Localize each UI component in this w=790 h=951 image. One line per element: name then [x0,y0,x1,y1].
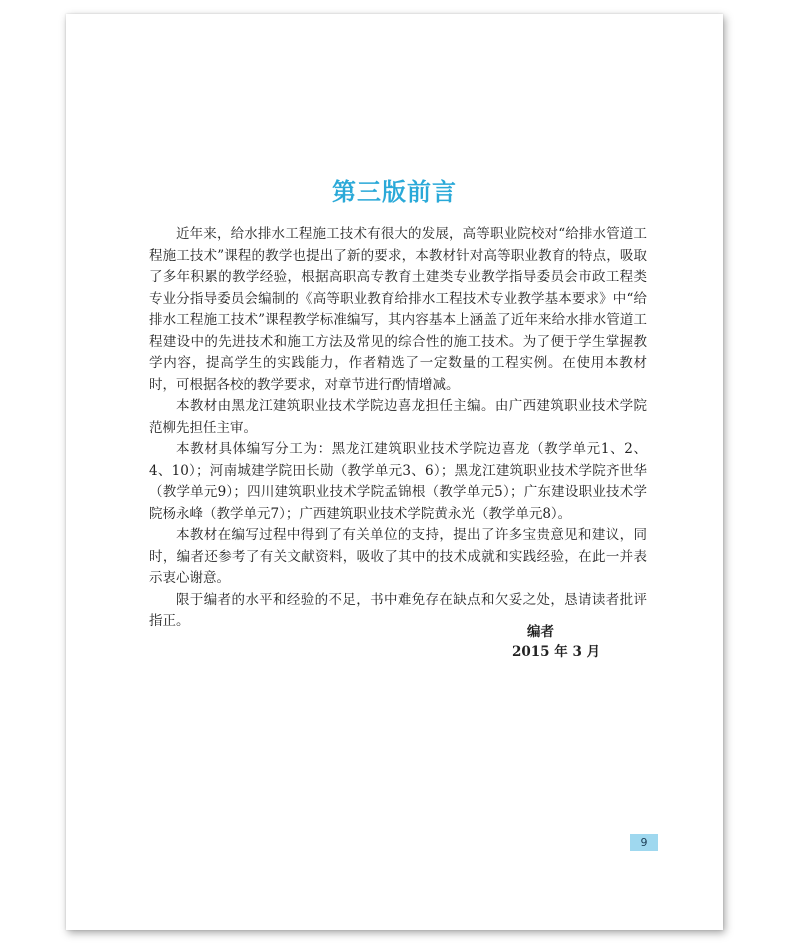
page-number: 9 [630,834,658,851]
paragraph: 本教材由黑龙江建筑职业技术学院边喜龙担任主编。由广西建筑职业技术学院范柳先担任主审。 [149,398,647,436]
paragraph: 本教材具体编写分工为：黑龙江建筑职业技术学院边喜龙（教学单元1、2、4、10）；河南城建学院田长勋（教学单元3、6）；黑龙江建筑职业技术学院齐世华（教学单元9）；四川建筑职业技术学院孟锦根（教学单元5）；广东建设职业技术学院杨永峰（教学单元7）；广西建筑职业技术学院黄永光（教学单元8）。 [149,441,647,522]
signature-author: 编者 [527,624,554,640]
paragraph: 本教材在编写过程中得到了有关单位的支持，提出了许多宝贵意见和建议，同时，编者还参考了有关文献资料，吸收了其中的技术成就和实践经验，在此一并表示衷心谢意。 [149,527,647,586]
paragraph: 近年来，给水排水工程施工技术有很大的发展，高等职业院校对“给排水管道工程施工技术”课程的教学也提出了新的要求，本教材针对高等职业教育的特点，吸取了多年积累的教学经验，根据高职高专教育土建类专业教学指导委员会市政工程类专业分指导委员会编制的《高等职业教育给排水工程技术专业教学基本要求》中“给排水工程施工技术”课程教学标准编写，其内容基本上涵盖了近年来给水排水管道工程建设中的先进技术和施工方法及常见的综合性的施工技术。为了便于学生掌握教学内容，提高学生的实践能力，作者精选了一定数量的工程实例。在使用本教材时，可根据各校的教学要求，对章节进行酌情增减。 [149,226,647,393]
signature-date: 2015 年 3 月 [512,644,601,660]
preface-body [149,224,647,633]
book-page [66,14,723,930]
paragraph: 限于编者的水平和经验的不足，书中难免存在缺点和欠妥之处，恳请读者批评指正。 [149,591,647,629]
page-title: 第三版前言 [332,178,457,206]
